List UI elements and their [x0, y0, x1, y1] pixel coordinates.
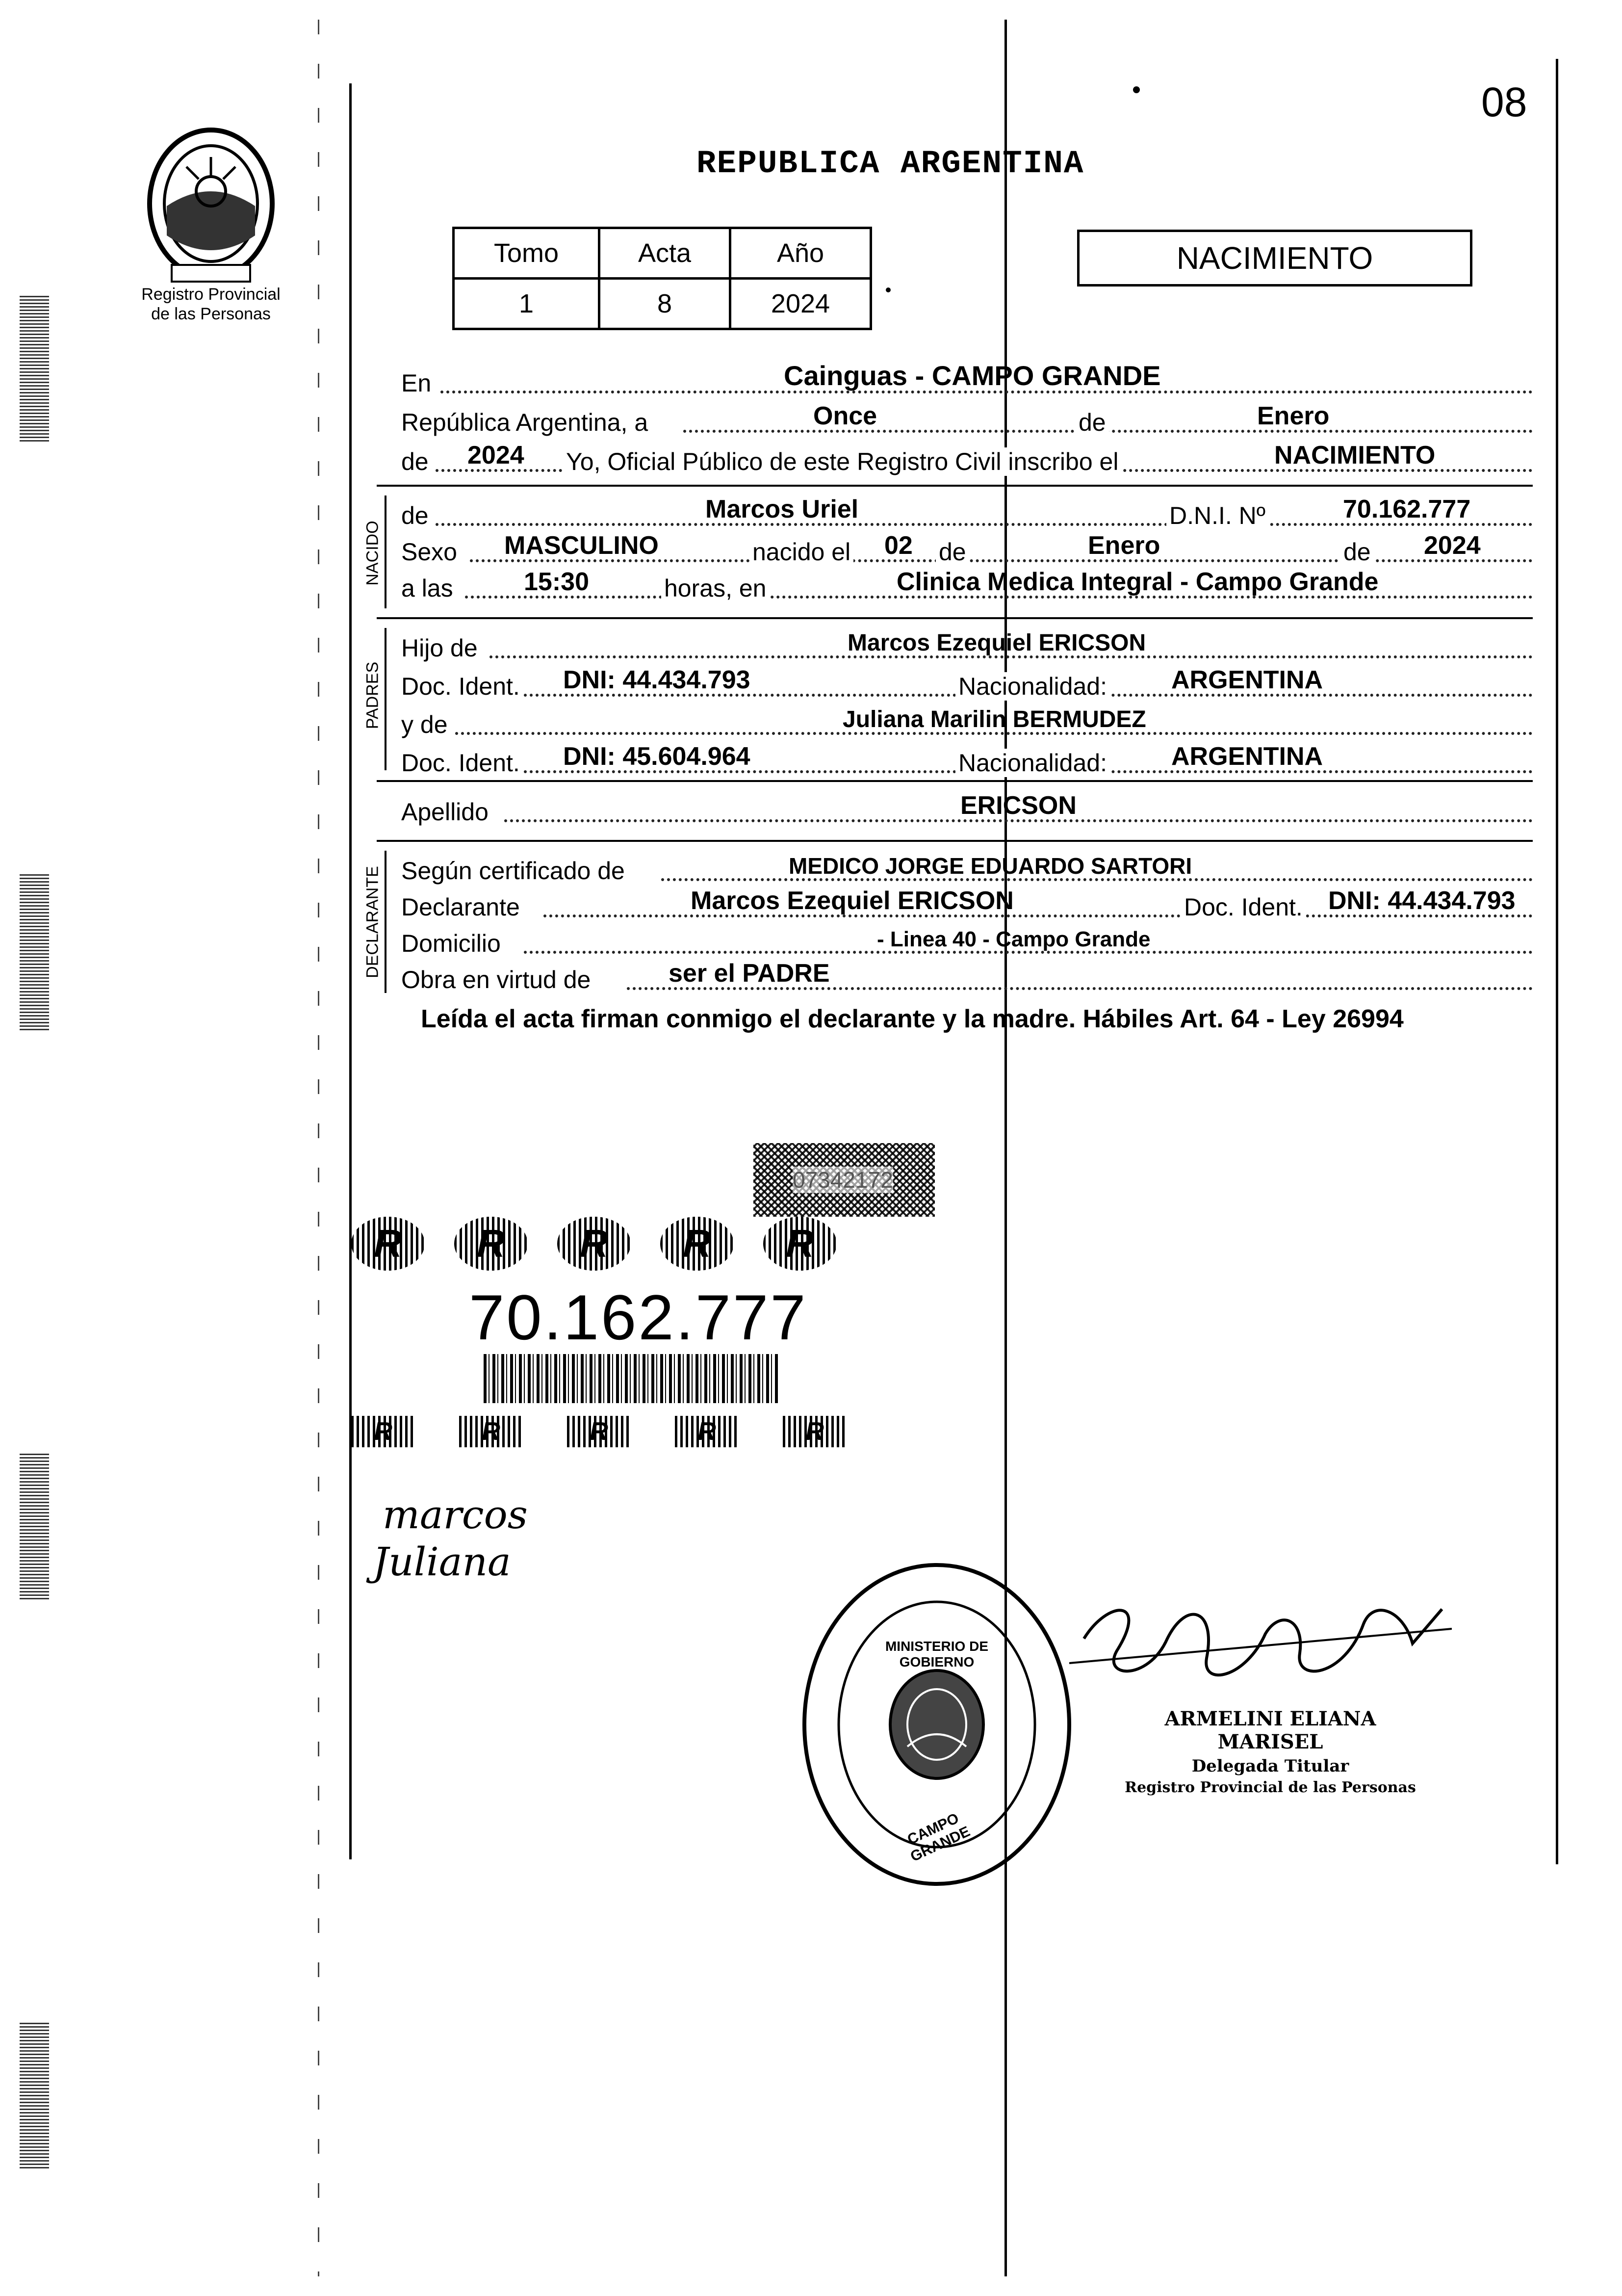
- act-value: NACIMIENTO: [1274, 441, 1436, 470]
- officer-name: ARMELINI ELIANA MARISEL: [1164, 1707, 1376, 1753]
- stamp-bottom-text: CAMPO GRANDE: [905, 1810, 973, 1865]
- dashed-margin: [318, 20, 319, 2276]
- barcode: [484, 1354, 778, 1403]
- birth-day: 02: [884, 531, 913, 560]
- row-address: Domicilio - Linea 40 - Campo Grande: [401, 923, 1533, 963]
- day-value: Once: [813, 402, 877, 430]
- father-name: Marcos Ezequiel ERICSON: [848, 630, 1146, 656]
- certificate-value: MEDICO JORGE EDUARDO SARTORI: [789, 853, 1192, 879]
- anio-header: Año: [730, 228, 871, 279]
- father-nationality: ARGENTINA: [1171, 666, 1323, 694]
- birth-time: 15:30: [524, 568, 589, 596]
- r-logo: R: [675, 1416, 739, 1447]
- stamp-inner-text: MINISTERIO DE GOBIERNO: [885, 1639, 988, 1670]
- section-divider: [377, 840, 1533, 842]
- r-logo: R: [351, 1217, 425, 1271]
- row-father: Hijo de Marcos Ezequiel ERICSON: [401, 628, 1533, 667]
- row-time: a las 15:30 horas, en Clinica Medica Integral - Campo Grande: [401, 568, 1533, 607]
- row-mother: y de Juliana Marilin BERMUDEZ: [401, 704, 1533, 744]
- scan-artifact: [20, 2021, 49, 2168]
- capacity-value: ser el PADRE: [669, 959, 830, 988]
- section-divider: [377, 780, 1533, 782]
- birth-year: 2024: [1424, 531, 1481, 560]
- surname-value: ERICSON: [960, 791, 1077, 820]
- record-type: NACIMIENTO: [1176, 240, 1373, 276]
- logo-strip-bottom: [351, 1416, 935, 1447]
- mother-nationality: ARGENTINA: [1171, 742, 1323, 771]
- scan-artifact: [20, 873, 49, 1030]
- anio-value: 2024: [730, 279, 871, 329]
- section-divider: [377, 617, 1533, 619]
- row-surname: Apellido ERICSON: [401, 792, 1533, 831]
- row-sex: Sexo MASCULINO nacido el 02 de Enero de 2024: [401, 532, 1533, 571]
- child-dni: 70.162.777: [1343, 495, 1471, 523]
- stray-dot: [886, 287, 891, 292]
- row-name: de Marcos Uriel D.N.I. Nº 70.162.777: [401, 496, 1533, 535]
- closing-text: Leída el acta firman conmigo el declarante y la madre. Hábiles Art. 64 - Ley 26994: [421, 1005, 1404, 1033]
- record-type-box: [1077, 230, 1472, 287]
- scan-artifact: [20, 1452, 49, 1599]
- row-declarant: Declarante Marcos Ezequiel ERICSON Doc. Ident. DNI: 44.434.793: [401, 887, 1533, 926]
- r-logo: R: [454, 1217, 528, 1271]
- r-logo: R: [351, 1416, 415, 1447]
- row-place: En Cainguas - CAMPO GRANDE: [401, 363, 1533, 402]
- father-doc: DNI: 44.434.793: [563, 666, 750, 694]
- row-capacity: Obra en virtud de ser el PADRE: [401, 960, 1533, 999]
- section-bracket: [385, 496, 386, 608]
- mother-doc: DNI: 45.604.964: [563, 742, 750, 771]
- registry-name: Registro Provincial de las Personas: [141, 285, 281, 323]
- birth-place: Clinica Medica Integral - Campo Grande: [897, 568, 1379, 596]
- officer-block: [1113, 1707, 1427, 1796]
- r-logo: R: [660, 1217, 734, 1271]
- r-logo: R: [557, 1217, 631, 1271]
- row-date: República Argentina, a Once de Enero: [401, 402, 1533, 442]
- section-divider: [377, 485, 1533, 487]
- child-name: Marcos Uriel: [705, 495, 859, 523]
- birth-month: Enero: [1088, 531, 1160, 560]
- section-bracket: [385, 628, 386, 770]
- declarant-name: Marcos Ezequiel ERICSON: [691, 887, 1014, 915]
- row-father-doc: Doc. Ident. DNI: 44.434.793 Nacionalidad: ARGENTINA: [401, 666, 1533, 705]
- province-seal: [137, 123, 284, 285]
- row-certificate: Según certificado de MEDICO JORGE EDUARDO SARTORI: [401, 851, 1533, 890]
- place-value: Cainguas - CAMPO GRANDE: [784, 360, 1161, 391]
- section-label-padres: PADRES: [363, 661, 382, 730]
- section-bracket: [385, 851, 386, 993]
- sticker-serial-box: [753, 1143, 935, 1217]
- section-label-nacido: NACIDO: [363, 521, 382, 586]
- r-logo: R: [567, 1416, 631, 1447]
- logo-strip-top: [351, 1217, 935, 1276]
- officer-signature-scribble: [1069, 1580, 1452, 1702]
- officer-office: Registro Provincial de las Personas: [1125, 1779, 1416, 1796]
- handwritten-signature-declarant: marcos Juliana: [373, 1492, 528, 1585]
- fold-line: [1004, 20, 1007, 2276]
- security-sticker: [351, 1138, 935, 1452]
- r-logo: R: [783, 1416, 847, 1447]
- year-value: 2024: [467, 441, 524, 470]
- section-label-declarante: DECLARANTE: [363, 866, 382, 978]
- sticker-number: 70.162.777: [469, 1281, 808, 1353]
- address-value: - Linea 40 - Campo Grande: [877, 927, 1151, 951]
- acta-value: 8: [599, 279, 730, 329]
- tomo-header: Tomo: [454, 228, 599, 279]
- stray-dot: [1133, 86, 1140, 93]
- declarant-doc: DNI: 44.434.793: [1328, 887, 1516, 915]
- officer-title: Delegada Titular: [1191, 1756, 1349, 1776]
- official-stamp: [795, 1555, 1079, 1894]
- sticker-serial: 07342172: [793, 1167, 893, 1193]
- r-logo: R: [763, 1217, 837, 1271]
- r-logo: R: [459, 1416, 523, 1447]
- child-sex: MASCULINO: [504, 531, 659, 560]
- month-value: Enero: [1257, 402, 1330, 430]
- acta-header: Acta: [599, 228, 730, 279]
- page-title: REPUBLICA ARGENTINA: [696, 145, 1084, 182]
- scan-artifact: [20, 294, 49, 442]
- right-margin-line: [1556, 59, 1558, 1864]
- mother-name: Juliana Marilin BERMUDEZ: [843, 706, 1146, 732]
- book-reference-table: [452, 227, 872, 330]
- tomo-value: 1: [454, 279, 599, 329]
- row-mother-doc: Doc. Ident. DNI: 45.604.964 Nacionalidad: ARGENTINA: [401, 743, 1533, 782]
- left-margin-line: [349, 83, 352, 1859]
- row-year: de 2024 Yo, Oficial Público de este Registro Civil inscribo el NACIMIENTO: [401, 442, 1533, 481]
- page-number: 08: [1481, 79, 1527, 125]
